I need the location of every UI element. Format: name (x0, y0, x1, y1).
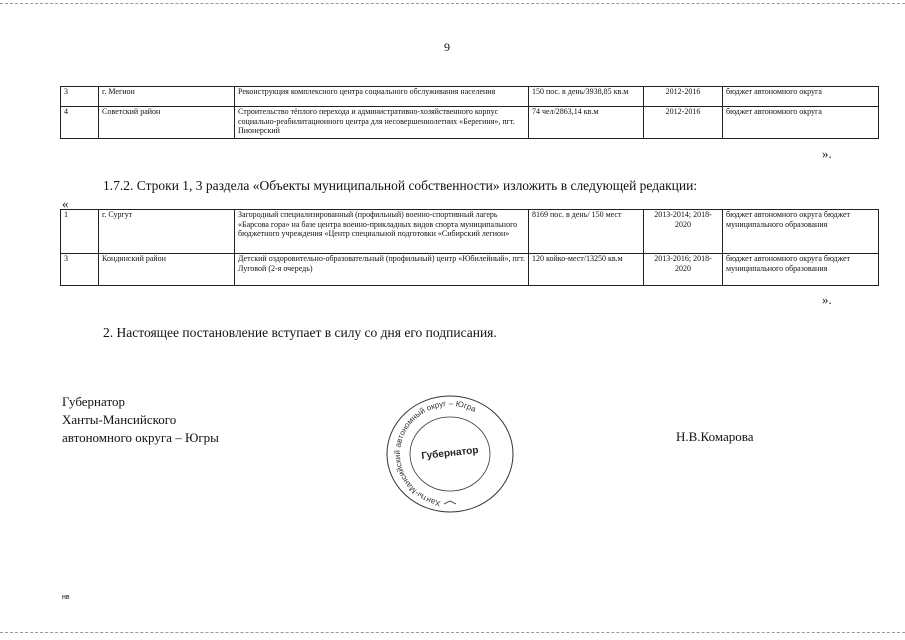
opening-quote: « (62, 196, 69, 211)
row-years: 2013-2014; 2018-2020 (644, 210, 723, 254)
scan-edge-bottom (0, 632, 905, 633)
row-number: 3 (61, 254, 99, 286)
row-place: г. Мегион (99, 87, 235, 107)
seal-center-text: Губернатор (420, 445, 480, 462)
row-object: Загородный специализированный (профильный) военно-спортивный лагерь «Барсова гора» на базе центра военно-прикладных видов спорта муниципального бюджетного учреждения «Центр специальной подготовки «Сибирский легион» (235, 210, 529, 254)
row-object: Реконструкция комплексного центра социального обслуживания населения (235, 87, 529, 107)
signatory-title-line: автономного округа – Югры (62, 430, 219, 445)
row-funding: бюджет автономного округа (723, 107, 879, 139)
page-number: 9 (444, 40, 450, 54)
signatory-title-line: Ханты-Мансийского (62, 412, 177, 427)
closing-quote: ». (822, 146, 832, 161)
row-object: Строительство тёплого перехода и административно-хозяйственного корпус социально-реабилитационного центра для несовершеннолетних «Берегиня», пгт. Пионерский (235, 107, 529, 139)
row-capacity: 8169 пос. в день/ 150 мест (529, 210, 644, 254)
row-number: 3 (61, 87, 99, 107)
table-row (61, 87, 879, 107)
row-object: Детский оздоровительно-образовательный (профильный) центр «Юбилейный», пгт. Луговой (2-я очередь) (235, 254, 529, 286)
row-number: 1 (61, 210, 99, 254)
row-years: 2013-2016; 2018-2020 (644, 254, 723, 286)
row-place: г. Сургут (99, 210, 235, 254)
effective-date-paragraph: 2. Настоящее постановление вступает в силу со дня его подписания. (103, 325, 497, 340)
row-years: 2012-2016 (644, 107, 723, 139)
amendment-paragraph: 1.7.2. Строки 1, 3 раздела «Объекты муниципальной собственности» изложить в следующей редакции: (103, 178, 698, 193)
table-row (61, 107, 879, 139)
table-row (61, 210, 879, 254)
row-capacity: 150 пос. в день/3938,85 кв.м (529, 87, 644, 107)
signatory-title-line: Губернатор (62, 394, 125, 409)
objects-table-regional (60, 86, 879, 139)
seal-bottom-mark-icon (444, 501, 456, 504)
row-years: 2012-2016 (644, 87, 723, 107)
row-funding: бюджет автономного округа бюджет муниципального образования (723, 210, 879, 254)
seal-ring-text: Ханты-Мансийский автономный округ – Югра (393, 398, 478, 509)
row-funding: бюджет автономного округа бюджет муниципального образования (723, 254, 879, 286)
signatory-title (62, 393, 219, 447)
row-capacity: 74 чел/2863,14 кв.м (529, 107, 644, 139)
row-place: Советский район (99, 107, 235, 139)
closing-quote: ». (822, 292, 832, 307)
scan-edge-top (0, 3, 905, 4)
row-number: 4 (61, 107, 99, 139)
row-capacity: 120 койко-мест/13250 кв.м (529, 254, 644, 286)
document-code: нв (62, 594, 70, 601)
signatory-name: Н.В.Комарова (676, 429, 754, 444)
row-place: Кондинский район (99, 254, 235, 286)
objects-table-municipal (60, 209, 879, 286)
official-seal (377, 392, 523, 514)
row-funding: бюджет автономного округа (723, 87, 879, 107)
table-row (61, 254, 879, 286)
